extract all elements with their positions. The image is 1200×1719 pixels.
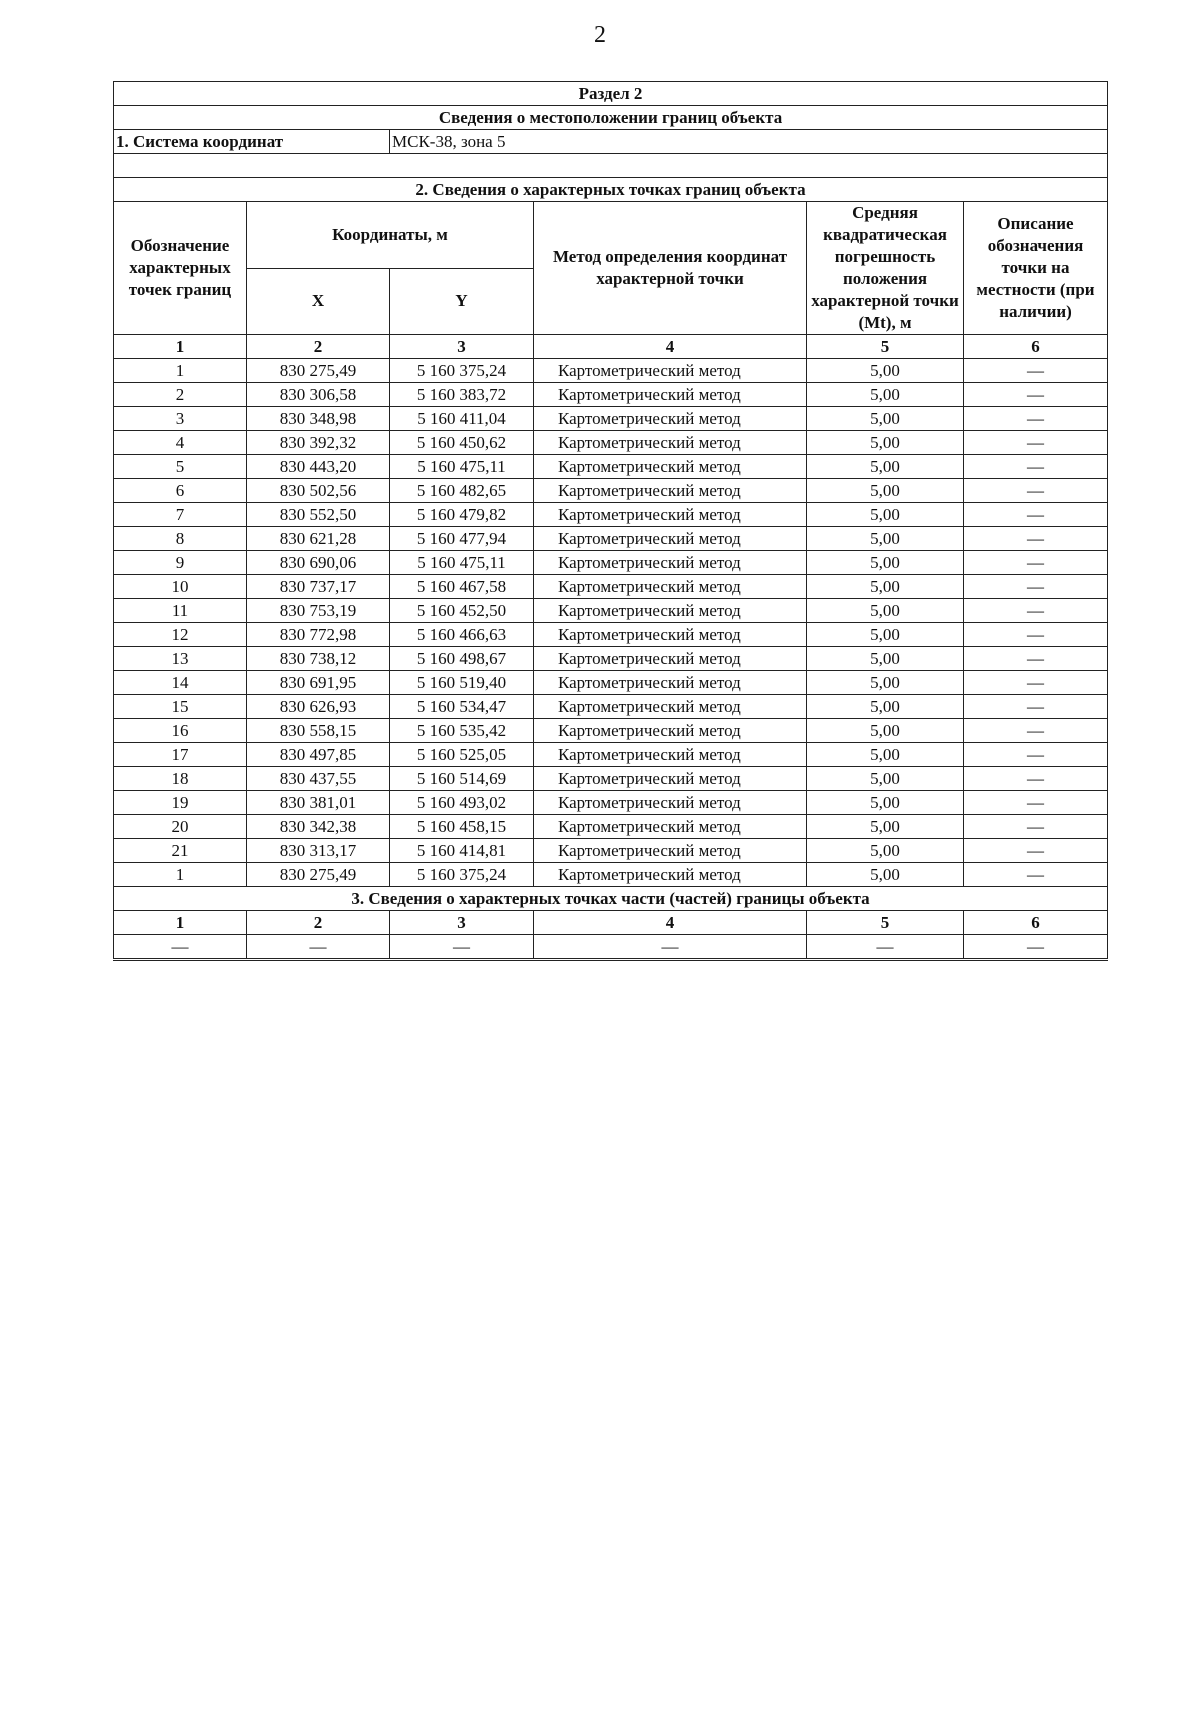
cell-point: 15 [114,695,247,719]
cell-x: 830 342,38 [247,815,390,839]
table-row [114,743,1108,767]
cell-mt: 5,00 [807,695,964,719]
cell-desc: — [964,551,1108,575]
cell-x: 830 691,95 [247,671,390,695]
cell-point: 3 [114,407,247,431]
header-y: Y [390,268,534,335]
column-number: 1 [114,335,247,359]
cell-point: 11 [114,599,247,623]
table-row [114,551,1108,575]
table-row [114,815,1108,839]
cell-point: 1 [114,863,247,887]
cell-desc: — [964,359,1108,383]
cell-point: 10 [114,575,247,599]
parts-row [114,935,1108,960]
cell-x: 830 552,50 [247,503,390,527]
cell-point: 16 [114,719,247,743]
cell-desc: — [964,647,1108,671]
cell-y: 5 160 534,47 [390,695,534,719]
cell-point: 20 [114,815,247,839]
parts-column-number: 4 [534,911,807,935]
cell-method: Картометрический метод [534,599,807,623]
table-row [114,671,1108,695]
cell-method: Картометрический метод [534,479,807,503]
cell-y: 5 160 477,94 [390,527,534,551]
cell-point: 6 [114,479,247,503]
cell-mt: 5,00 [807,791,964,815]
cell-y: 5 160 519,40 [390,671,534,695]
column-number: 3 [390,335,534,359]
cell-x: 830 275,49 [247,359,390,383]
cell-mt: 5,00 [807,407,964,431]
header-point: Обозначение характерных точек границ [114,202,247,335]
cell-method: Картометрический метод [534,575,807,599]
table-row [114,839,1108,863]
cell-point: 14 [114,671,247,695]
cell-desc: — [964,863,1108,887]
cell-mt: 5,00 [807,647,964,671]
cell-y: 5 160 475,11 [390,455,534,479]
parts-cell-x: — [247,935,390,960]
cell-mt: 5,00 [807,719,964,743]
parts-column-number: 6 [964,911,1108,935]
cell-mt: 5,00 [807,479,964,503]
cell-method: Картометрический метод [534,695,807,719]
cell-method: Картометрический метод [534,503,807,527]
cell-desc: — [964,623,1108,647]
cell-y: 5 160 414,81 [390,839,534,863]
cell-method: Картометрический метод [534,719,807,743]
cell-desc: — [964,695,1108,719]
column-number: 6 [964,335,1108,359]
column-number: 2 [247,335,390,359]
cell-x: 830 753,19 [247,599,390,623]
cell-desc: — [964,767,1108,791]
table-row [114,863,1108,887]
cell-y: 5 160 452,50 [390,599,534,623]
cell-x: 830 437,55 [247,767,390,791]
table-row [114,479,1108,503]
cell-method: Картометрический метод [534,815,807,839]
cell-method: Картометрический метод [534,623,807,647]
table-row [114,695,1108,719]
cell-mt: 5,00 [807,527,964,551]
cell-mt: 5,00 [807,815,964,839]
cell-desc: — [964,839,1108,863]
table-row [114,599,1108,623]
table-row [114,527,1108,551]
cell-method: Картометрический метод [534,359,807,383]
cell-method: Картометрический метод [534,839,807,863]
cell-method: Картометрический метод [534,383,807,407]
coord-system-label: 1. Система координат [114,130,390,154]
parts-column-number: 2 [247,911,390,935]
cell-y: 5 160 498,67 [390,647,534,671]
cell-point: 1 [114,359,247,383]
cell-method: Картометрический метод [534,743,807,767]
cell-point: 2 [114,383,247,407]
cell-point: 4 [114,431,247,455]
table-row [114,623,1108,647]
table-row [114,455,1108,479]
cell-point: 19 [114,791,247,815]
header-x: X [247,268,390,335]
cell-desc: — [964,527,1108,551]
cell-method: Картометрический метод [534,527,807,551]
cell-y: 5 160 450,62 [390,431,534,455]
column-number: 5 [807,335,964,359]
cell-method: Картометрический метод [534,671,807,695]
cell-method: Картометрический метод [534,647,807,671]
table-row [114,767,1108,791]
parts-column-number: 3 [390,911,534,935]
cell-desc: — [964,383,1108,407]
header-description: Описание обозначения точки на местности (при наличии) [964,202,1108,335]
cell-y: 5 160 479,82 [390,503,534,527]
cell-method: Картометрический метод [534,407,807,431]
cell-x: 830 392,32 [247,431,390,455]
page-number: 2 [594,22,606,48]
cell-mt: 5,00 [807,455,964,479]
cell-x: 830 313,17 [247,839,390,863]
cell-method: Картометрический метод [534,455,807,479]
section-title: Раздел 2 [114,82,1108,106]
parts-cell-n: — [114,935,247,960]
cell-desc: — [964,599,1108,623]
cell-y: 5 160 514,69 [390,767,534,791]
cell-x: 830 690,06 [247,551,390,575]
cell-y: 5 160 535,42 [390,719,534,743]
boundary-table [113,81,1108,961]
table-row [114,407,1108,431]
table-row [114,383,1108,407]
parts-column-number: 1 [114,911,247,935]
parts-column-number: 5 [807,911,964,935]
cell-y: 5 160 458,15 [390,815,534,839]
cell-mt: 5,00 [807,671,964,695]
table-row [114,575,1108,599]
column-number-row [114,335,1108,359]
cell-mt: 5,00 [807,359,964,383]
cell-point: 12 [114,623,247,647]
cell-method: Картометрический метод [534,767,807,791]
cell-desc: — [964,719,1108,743]
cell-method: Картометрический метод [534,791,807,815]
cell-desc: — [964,791,1108,815]
cell-mt: 5,00 [807,839,964,863]
cell-y: 5 160 467,58 [390,575,534,599]
header-coords: Координаты, м [247,202,534,269]
cell-desc: — [964,575,1108,599]
cell-desc: — [964,815,1108,839]
cell-method: Картометрический метод [534,863,807,887]
cell-mt: 5,00 [807,575,964,599]
table-row [114,791,1108,815]
table-row [114,647,1108,671]
spacer-row [114,154,1108,178]
parts-section-title: 3. Сведения о характерных точках части (частей) границы объекта [114,887,1108,911]
cell-y: 5 160 383,72 [390,383,534,407]
cell-x: 830 348,98 [247,407,390,431]
cell-x: 830 772,98 [247,623,390,647]
cell-point: 13 [114,647,247,671]
cell-point: 8 [114,527,247,551]
parts-column-number-row [114,911,1108,935]
cell-desc: — [964,743,1108,767]
cell-point: 17 [114,743,247,767]
boundary-sheet [113,81,1107,961]
cell-y: 5 160 466,63 [390,623,534,647]
table-row [114,431,1108,455]
cell-x: 830 626,93 [247,695,390,719]
cell-mt: 5,00 [807,767,964,791]
cell-desc: — [964,431,1108,455]
table-row [114,359,1108,383]
parts-cell-method: — [534,935,807,960]
cell-x: 830 738,12 [247,647,390,671]
cell-y: 5 160 375,24 [390,863,534,887]
cell-x: 830 275,49 [247,863,390,887]
header-error: Средняя квадратическая погрешность положения характерной точки (Mt), м [807,202,964,335]
parts-cell-desc: — [964,935,1108,960]
cell-method: Картометрический метод [534,431,807,455]
cell-point: 5 [114,455,247,479]
cell-x: 830 737,17 [247,575,390,599]
cell-y: 5 160 411,04 [390,407,534,431]
cell-point: 18 [114,767,247,791]
cell-mt: 5,00 [807,383,964,407]
cell-x: 830 497,85 [247,743,390,767]
cell-mt: 5,00 [807,623,964,647]
cell-y: 5 160 482,65 [390,479,534,503]
cell-y: 5 160 375,24 [390,359,534,383]
cell-mt: 5,00 [807,551,964,575]
cell-desc: — [964,407,1108,431]
cell-desc: — [964,455,1108,479]
cell-x: 830 621,28 [247,527,390,551]
cell-x: 830 443,20 [247,455,390,479]
cell-point: 9 [114,551,247,575]
cell-x: 830 381,01 [247,791,390,815]
points-body [114,359,1108,887]
cell-y: 5 160 525,05 [390,743,534,767]
cell-x: 830 502,56 [247,479,390,503]
table-row [114,719,1108,743]
cell-desc: — [964,671,1108,695]
parts-cell-y: — [390,935,534,960]
cell-mt: 5,00 [807,863,964,887]
points-section-title: 2. Сведения о характерных точках границ объекта [114,178,1108,202]
cell-point: 7 [114,503,247,527]
cell-desc: — [964,503,1108,527]
cell-method: Картометрический метод [534,551,807,575]
section-subtitle: Сведения о местоположении границ объекта [114,106,1108,130]
cell-y: 5 160 493,02 [390,791,534,815]
cell-x: 830 306,58 [247,383,390,407]
parts-cell-mt: — [807,935,964,960]
cell-y: 5 160 475,11 [390,551,534,575]
cell-mt: 5,00 [807,431,964,455]
cell-x: 830 558,15 [247,719,390,743]
header-method: Метод определения координат характерной точки [534,202,807,335]
cell-mt: 5,00 [807,599,964,623]
cell-point: 21 [114,839,247,863]
cell-mt: 5,00 [807,503,964,527]
table-row [114,503,1108,527]
cell-desc: — [964,479,1108,503]
column-number: 4 [534,335,807,359]
coord-system-value: МСК-38, зона 5 [390,130,1108,154]
cell-mt: 5,00 [807,743,964,767]
